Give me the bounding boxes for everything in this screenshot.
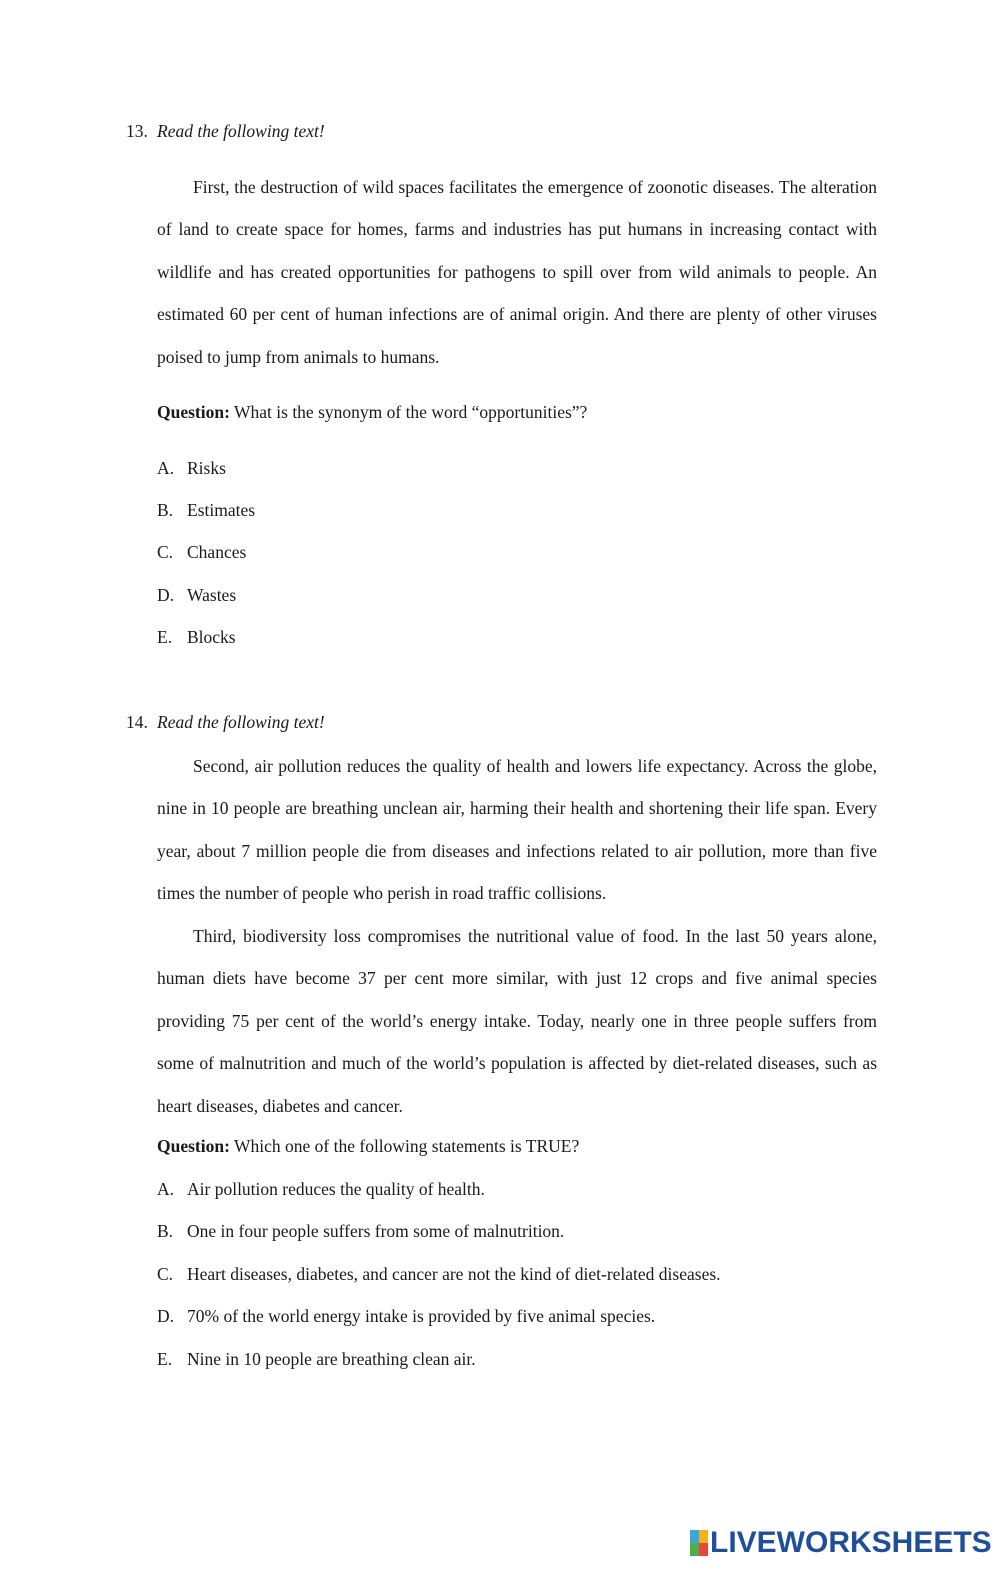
question-number: 13.: [126, 121, 148, 141]
question-label: Question:: [157, 402, 230, 422]
option-text: Heart diseases, diabetes, and cancer are not the kind of diet-related diseases.: [187, 1264, 721, 1284]
answer-option-d[interactable]: [157, 1306, 655, 1327]
option-text: Air pollution reduces the quality of health.: [187, 1179, 485, 1199]
option-letter: D.: [157, 1306, 175, 1326]
answer-option-a[interactable]: [157, 1179, 485, 1200]
question-number: 14.: [126, 712, 148, 732]
reading-passage: First, the destruction of wild spaces facilitates the emergence of zoonotic diseases. The alteration of land to create space for homes, farms and industries has put humans in increasing contact with wildlife and has created opportunities for pathogens to spill over from wild animals to people. An estimated 60 per cent of human infections are of animal origin. And there are plenty of other viruses poised to jump from animals to humans.: [157, 177, 877, 367]
option-letter: A.: [157, 458, 175, 478]
liveworksheets-logo[interactable]: [690, 1528, 992, 1558]
option-text: One in four people suffers from some of malnutrition.: [187, 1221, 565, 1241]
logo-text: LIVEWORKSHEETS: [710, 1526, 992, 1559]
option-text: Chances: [187, 542, 247, 562]
answer-option-b[interactable]: [157, 1221, 564, 1242]
question-label: Question:: [157, 1136, 230, 1156]
option-letter: E.: [157, 627, 173, 647]
question-prompt: [157, 402, 587, 423]
liveworksheets-logo-icon: [690, 1530, 708, 1556]
option-letter: A.: [157, 1179, 175, 1199]
option-text: Blocks: [187, 627, 236, 647]
question-prompt: [157, 1136, 579, 1157]
reading-passage-2: Third, biodiversity loss compromises the nutritional value of food. In the last 50 years alone, human diets have become 37 per cent more similar, with just 12 crops and five animal species providing 75 per cent of the world’s energy intake. Today, nearly one in three people suffers from some of malnutrition and much of the world’s population is affected by diet-related diseases, such as heart diseases, diabetes and cancer.: [157, 926, 877, 1116]
option-letter: E.: [157, 1349, 173, 1369]
answer-option-a[interactable]: [157, 458, 226, 479]
option-letter: D.: [157, 585, 175, 605]
answer-option-e[interactable]: [157, 1349, 476, 1370]
answer-option-d[interactable]: [157, 585, 236, 606]
answer-option-b[interactable]: [157, 500, 255, 521]
option-letter: C.: [157, 1264, 174, 1284]
option-letter: B.: [157, 500, 174, 520]
question-instruction: Read the following text!: [157, 121, 325, 141]
option-letter: C.: [157, 542, 174, 562]
option-text: Wastes: [187, 585, 237, 605]
option-text: Estimates: [187, 500, 256, 520]
question-text: What is the synonym of the word “opportunities”?: [234, 402, 588, 422]
question-instruction: Read the following text!: [157, 712, 325, 732]
answer-option-c[interactable]: [157, 542, 246, 563]
option-text: Nine in 10 people are breathing clean air.: [187, 1349, 476, 1369]
option-text: 70% of the world energy intake is provided by five animal species.: [187, 1306, 656, 1326]
answer-option-c[interactable]: [157, 1264, 721, 1285]
reading-passage-1: Second, air pollution reduces the quality of health and lowers life expectancy. Across the globe, nine in 10 people are breathing unclean air, harming their health and shortening their life span. Every year, about 7 million people die from diseases and infections related to air pollution, more than five times the number of people who perish in road traffic collisions.: [157, 756, 877, 904]
answer-option-e[interactable]: [157, 627, 236, 648]
option-text: Risks: [187, 458, 226, 478]
option-letter: B.: [157, 1221, 174, 1241]
question-text: Which one of the following statements is TRUE?: [234, 1136, 580, 1156]
